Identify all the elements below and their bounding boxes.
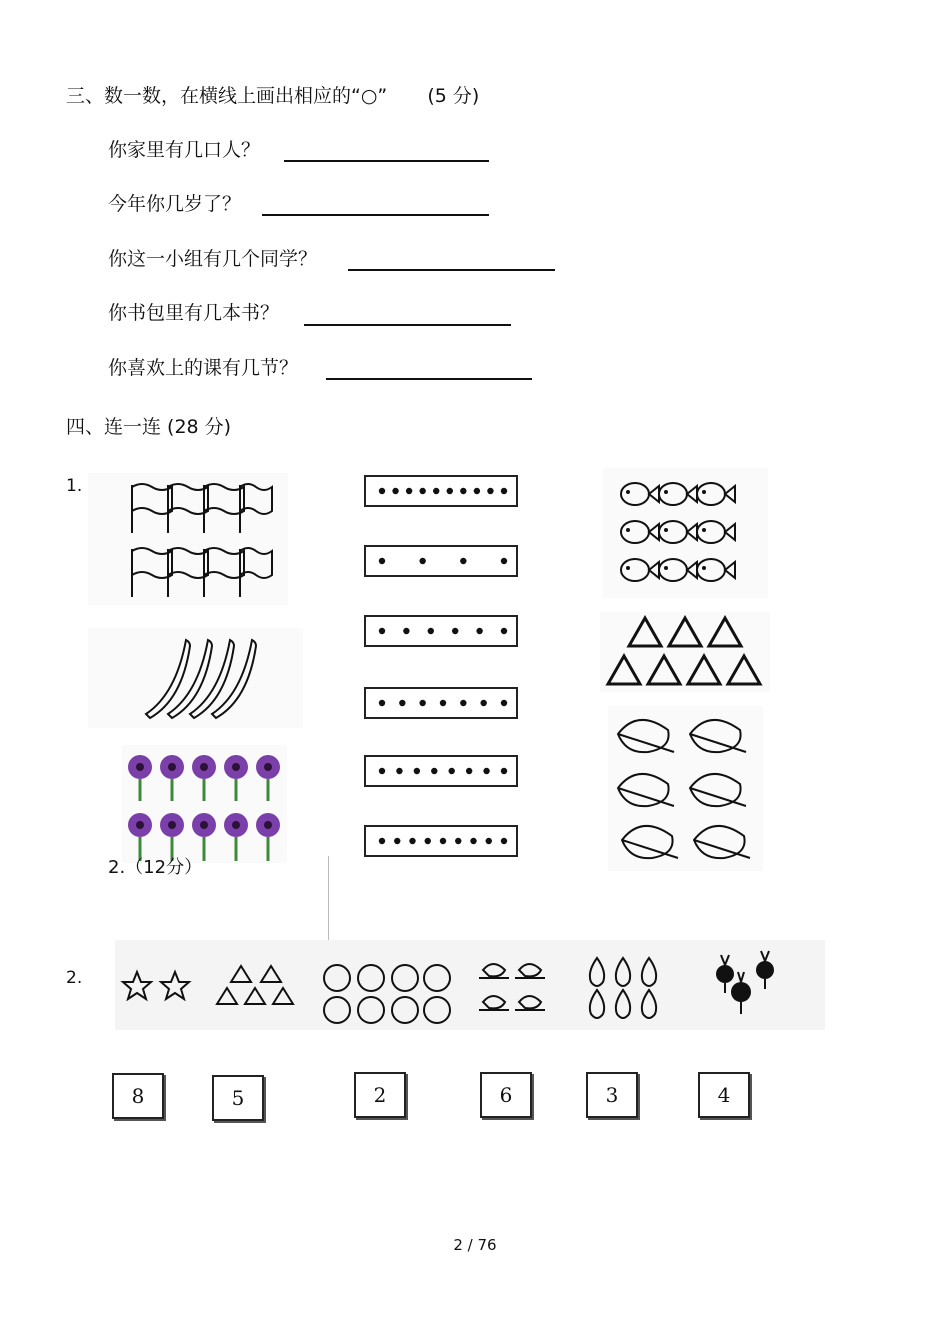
dot: [470, 838, 476, 844]
dot: [449, 768, 455, 774]
dot: [501, 838, 507, 844]
dot: [452, 628, 458, 634]
dot-box-4[interactable]: [364, 687, 518, 719]
dot-box-1[interactable]: [364, 475, 518, 507]
dot: [474, 488, 480, 494]
answer-line-2[interactable]: [262, 214, 489, 216]
dot: [403, 628, 409, 634]
dot: [409, 838, 415, 844]
dot: [399, 700, 405, 706]
dot: [379, 628, 385, 634]
stars-group: [123, 972, 151, 999]
dot-box-4-dots: [366, 689, 520, 721]
dot: [487, 488, 493, 494]
dot: [447, 488, 453, 494]
dot-box-6-dots: [366, 827, 520, 859]
question-3: 你这一小组有几个同学？: [108, 248, 318, 270]
part-2-label: 2.: [66, 968, 83, 988]
flags-picture[interactable]: [88, 473, 288, 605]
dot: [419, 488, 425, 494]
answer-line-3[interactable]: [348, 269, 555, 271]
page-number: 2 / 76: [453, 1236, 497, 1254]
dot: [431, 768, 437, 774]
dot-box-2[interactable]: [364, 545, 518, 577]
dot: [379, 488, 385, 494]
triangles-picture[interactable]: [600, 612, 770, 692]
section-3-title-text: 三、数一数，在横线上画出相应的“○”: [66, 85, 388, 107]
dot: [486, 838, 492, 844]
fish-picture[interactable]: [603, 468, 768, 598]
number-box-6[interactable]: 4: [698, 1072, 750, 1118]
question-4: 你书包里有几本书？: [108, 302, 280, 324]
dot: [379, 838, 385, 844]
part-2-picture-strip: [115, 940, 825, 1030]
dot-box-5[interactable]: [364, 755, 518, 787]
dot-box-2-dots: [366, 547, 520, 579]
dot: [460, 488, 466, 494]
dot: [501, 628, 507, 634]
section-4-title: 四、连一连 (28 分): [66, 416, 232, 438]
number-box-2[interactable]: 5: [212, 1075, 264, 1121]
dot-box-3-dots: [366, 617, 520, 649]
dot: [483, 768, 489, 774]
dot: [414, 768, 420, 774]
dot: [440, 700, 446, 706]
part-1-label: 1.: [66, 476, 83, 496]
dot: [392, 488, 398, 494]
question-2: 今年你几岁了？: [108, 193, 242, 215]
dot: [428, 628, 434, 634]
dot: [406, 488, 412, 494]
flowers-picture[interactable]: [122, 745, 287, 863]
dot: [440, 838, 446, 844]
dot: [501, 488, 507, 494]
dot: [480, 700, 486, 706]
answer-line-5[interactable]: [326, 378, 532, 380]
dot-box-1-dots: [366, 477, 520, 509]
dot-box-5-dots: [366, 757, 520, 789]
divider-line: [328, 856, 329, 940]
section-3-title: [66, 84, 479, 108]
answer-line-1[interactable]: [284, 160, 489, 162]
dot: [476, 628, 482, 634]
dot: [460, 700, 466, 706]
number-box-4[interactable]: 6: [480, 1072, 532, 1118]
part-2-note: 2.（12分）: [108, 857, 203, 878]
dot: [433, 488, 439, 494]
dot: [379, 558, 385, 564]
dot: [455, 838, 461, 844]
bananas-picture[interactable]: [88, 628, 303, 728]
dot: [379, 768, 385, 774]
section-3-score: (5 分): [427, 85, 480, 107]
dot: [466, 768, 472, 774]
dot-box-3[interactable]: [364, 615, 518, 647]
dot: [460, 558, 466, 564]
question-5: 你喜欢上的课有几节？: [108, 357, 299, 379]
dot: [419, 700, 425, 706]
question-1: 你家里有几口人？: [108, 139, 261, 161]
dot-box-6[interactable]: [364, 825, 518, 857]
dot: [501, 558, 507, 564]
dot: [501, 700, 507, 706]
dot: [419, 558, 425, 564]
number-box-5[interactable]: 3: [586, 1072, 638, 1118]
dot: [394, 838, 400, 844]
leaves-picture[interactable]: [608, 706, 763, 871]
dot: [425, 838, 431, 844]
dot: [379, 700, 385, 706]
dot: [396, 768, 402, 774]
number-box-3[interactable]: 2: [354, 1072, 406, 1118]
answer-line-4[interactable]: [304, 324, 511, 326]
number-box-1[interactable]: 8: [112, 1073, 164, 1119]
dot: [501, 768, 507, 774]
